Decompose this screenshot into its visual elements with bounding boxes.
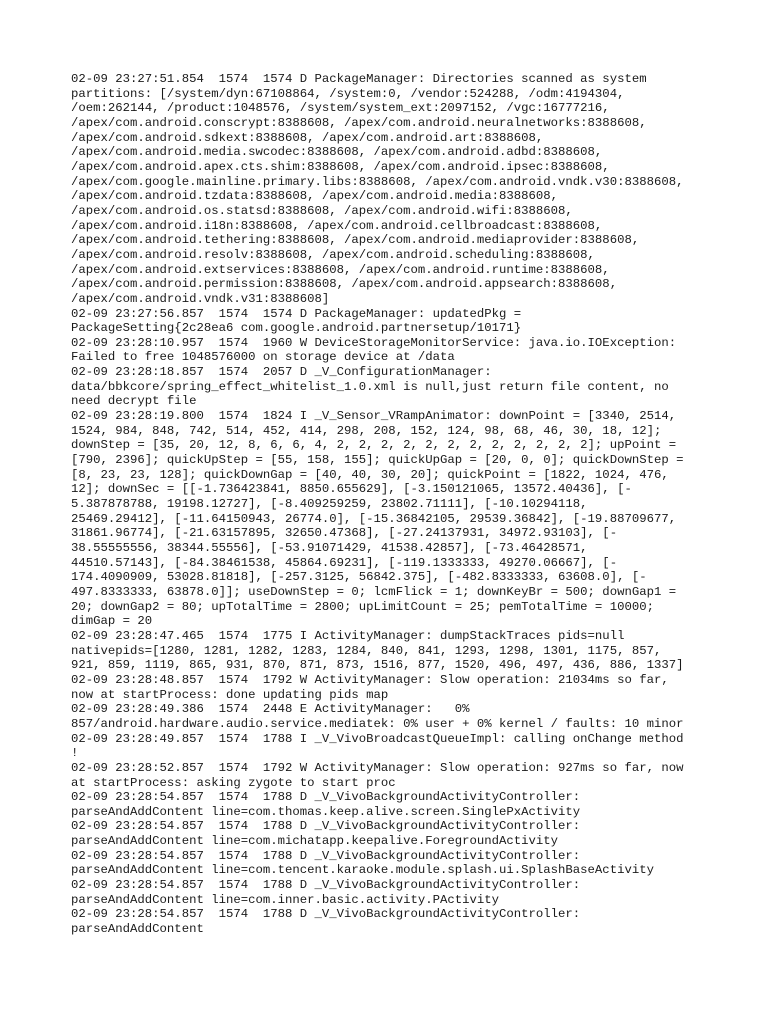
log-line: 174.4090909, 53028.81818], [-257.3125, 56842.375], [-482.8333333, 63608.0], [-	[71, 570, 647, 585]
log-line: /apex/com.google.mainline.primary.libs:8388608, /apex/com.android.vndk.v30:8388608,	[71, 174, 684, 189]
log-line: /apex/com.android.tethering:8388608, /apex/com.android.mediaprovider:8388608,	[71, 233, 640, 248]
log-line: dimGap = 20	[71, 614, 153, 629]
log-line: 12]; downSec = [[-1.736423841, 8850.655629], [-3.150121065, 13572.40436], [-	[71, 482, 632, 497]
log-line: 02-09 23:28:54.857 1574 1788 D _V_VivoBackgroundActivityController:	[71, 790, 581, 805]
log-text	[71, 72, 711, 937]
log-line: downStep = [35, 20, 12, 8, 6, 6, 4, 2, 2, 2, 2, 2, 2, 2, 2, 2, 2, 2, 2]; upPoint =	[71, 438, 677, 453]
log-line: /apex/com.android.sdkext:8388608, /apex/com.android.art:8388608,	[71, 130, 544, 145]
log-line: 02-09 23:28:54.857 1574 1788 D _V_VivoBackgroundActivityController:	[71, 848, 581, 863]
log-line: parseAndAddContent line=com.tencent.karaoke.module.splash.ui.SplashBaseActivity	[71, 863, 654, 878]
log-line: 02-09 23:28:54.857 1574 1788 D _V_VivoBackgroundActivityController:	[71, 819, 581, 834]
log-line: /apex/com.android.os.statsd:8388608, /apex/com.android.wifi:8388608,	[71, 203, 573, 218]
log-line: at startProcess: asking zygote to start proc	[71, 775, 396, 790]
log-line: 02-09 23:27:51.854 1574 1574 D PackageManager: Directories scanned as system	[71, 72, 647, 86]
log-line: /apex/com.android.permission:8388608, /apex/com.android.appsearch:8388608,	[71, 277, 618, 292]
log-line: [790, 2396]; quickUpStep = [55, 158, 155]; quickUpGap = [20, 0, 0]; quickDownStep =	[71, 453, 684, 468]
log-line: /apex/com.android.vndk.v31:8388608]	[71, 291, 330, 306]
log-line: [8, 23, 23, 128]; quickDownGap = [40, 40, 30, 20]; quickPoint = [1822, 1024, 476,	[71, 467, 669, 482]
log-line: 02-09 23:28:52.857 1574 1792 W ActivityManager: Slow operation: 927ms so far, now	[71, 760, 684, 775]
log-line: parseAndAddContent line=com.michatapp.keepalive.ForegroundActivity	[71, 834, 559, 849]
log-line: Failed to free 1048576000 on storage device at /data	[71, 350, 455, 365]
log-line: 02-09 23:27:56.857 1574 1574 D PackageManager: updatedPkg =	[71, 306, 522, 321]
log-line: 31861.96774], [-21.63157895, 32650.47368], [-27.24137931, 34972.93103], [-	[71, 526, 618, 541]
log-line: 02-09 23:28:49.386 1574 2448 E ActivityManager: 0%	[71, 702, 470, 717]
log-line: data/bbkcore/spring_effect_whitelist_1.0.xml is null,just return file content, no	[71, 379, 669, 394]
log-line: 497.8333333, 63878.0]]; useDownStep = 0; lcmFlick = 1; downKeyBr = 500; downGap1 =	[71, 584, 677, 599]
log-line: !	[71, 746, 79, 761]
log-line: nativepids=[1280, 1281, 1282, 1283, 1284, 840, 841, 1293, 1298, 1301, 1175, 857,	[71, 643, 662, 658]
log-line: /apex/com.android.tzdata:8388608, /apex/com.android.media:8388608,	[71, 189, 559, 204]
log-document	[71, 72, 711, 937]
log-line: /apex/com.android.extservices:8388608, /apex/com.android.runtime:8388608,	[71, 262, 610, 277]
log-line: 921, 859, 1119, 865, 931, 870, 871, 873, 1516, 877, 1520, 496, 497, 436, 886, 1337]	[71, 658, 684, 673]
log-line: 02-09 23:28:54.857 1574 1788 D _V_VivoBackgroundActivityController:	[71, 907, 581, 922]
log-line: 02-09 23:28:48.857 1574 1792 W ActivityManager: Slow operation: 21034ms so far,	[71, 672, 669, 687]
log-line: 02-09 23:28:49.857 1574 1788 I _V_VivoBroadcastQueueImpl: calling onChange method	[71, 731, 684, 746]
log-line: /oem:262144, /product:1048576, /system/system_ext:2097152, /vgc:16777216,	[71, 101, 610, 116]
log-line: partitions: [/system/dyn:67108864, /system:0, /vendor:524288, /odm:4194304,	[71, 86, 625, 101]
log-line: 02-09 23:28:18.857 1574 2057 D _V_ConfigurationManager:	[71, 365, 492, 380]
log-line: 5.387878788, 19198.12727], [-8.409259259, 23802.71111], [-10.10294118,	[71, 497, 588, 512]
log-line: /apex/com.android.resolv:8388608, /apex/com.android.scheduling:8388608,	[71, 247, 595, 262]
log-line: 20; downGap2 = 80; upTotalTime = 2800; upLimitCount = 25; pemTotalTime = 10000;	[71, 599, 654, 614]
log-line: 44510.57143], [-84.38461538, 45864.69231], [-119.1333333, 49270.06667], [-	[71, 555, 618, 570]
log-line: /apex/com.android.apex.cts.shim:8388608, /apex/com.android.ipsec:8388608,	[71, 159, 610, 174]
log-line: parseAndAddContent line=com.thomas.keep.alive.screen.SinglePxActivity	[71, 804, 581, 819]
log-line: /apex/com.android.conscrypt:8388608, /apex/com.android.neuralnetworks:8388608,	[71, 115, 647, 130]
log-line: parseAndAddContent line=com.inner.basic.activity.PActivity	[71, 892, 500, 907]
log-line: 02-09 23:28:47.465 1574 1775 I ActivityManager: dumpStackTraces pids=null	[71, 628, 625, 643]
log-line: 02-09 23:28:54.857 1574 1788 D _V_VivoBackgroundActivityController:	[71, 878, 581, 893]
log-line: now at startProcess: done updating pids map	[71, 687, 389, 702]
log-line: need decrypt file	[71, 394, 197, 409]
log-line: PackageSetting{2c28ea6 com.google.android.partnersetup/10171}	[71, 321, 522, 336]
log-line: 02-09 23:28:19.800 1574 1824 I _V_Sensor_VRampAnimator: downPoint = [3340, 2514,	[71, 409, 677, 424]
log-line: 02-09 23:28:10.957 1574 1960 W DeviceStorageMonitorService: java.io.IOException:	[71, 335, 677, 350]
log-line: 1524, 984, 848, 742, 514, 452, 414, 298, 208, 152, 124, 98, 68, 46, 30, 18, 12];	[71, 423, 662, 438]
log-line: 857/android.hardware.audio.service.mediatek: 0% user + 0% kernel / faults: 10 minor	[71, 716, 684, 731]
log-line: parseAndAddContent	[71, 922, 204, 937]
log-line: /apex/com.android.i18n:8388608, /apex/com.android.cellbroadcast:8388608,	[71, 218, 603, 233]
log-line: /apex/com.android.media.swcodec:8388608, /apex/com.android.adbd:8388608,	[71, 145, 603, 160]
log-line: 25469.29412], [-11.64150943, 26774.0], [-15.36842105, 29539.36842], [-19.88709677,	[71, 511, 677, 526]
log-line: 38.55555556, 38344.55556], [-53.91071429, 41538.42857], [-73.46428571,	[71, 541, 588, 555]
